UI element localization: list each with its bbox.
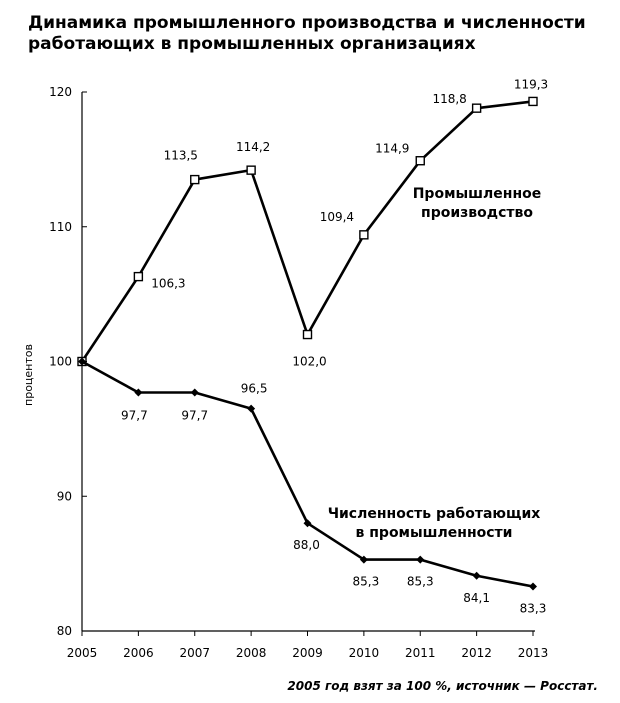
- data-label: 109,4: [319, 209, 355, 224]
- x-tick-label: 2006: [123, 646, 154, 660]
- data-point-diamond: [473, 572, 481, 580]
- data-point-square: [416, 157, 424, 165]
- chart-title-line-2: работающих в промышленных организациях: [28, 34, 476, 54]
- y-tick-label: 90: [56, 489, 72, 504]
- data-label: 119,3: [513, 77, 549, 92]
- data-label: 97,7: [121, 408, 148, 423]
- data-label: 88,0: [293, 538, 320, 553]
- series-name-label: производство: [421, 205, 533, 221]
- data-point-square: [529, 97, 537, 105]
- data-label: 113,5: [163, 148, 198, 163]
- x-tick-label: 2012: [461, 646, 492, 660]
- data-point-diamond: [416, 556, 424, 564]
- series-line-2: [82, 362, 533, 587]
- data-label: 114,9: [375, 141, 410, 156]
- data-point-square: [304, 331, 312, 339]
- data-point-square: [134, 273, 142, 281]
- data-point-diamond: [191, 388, 199, 396]
- data-point-square: [473, 104, 481, 112]
- x-tick-label: 2008: [235, 646, 267, 660]
- data-label: 106,3: [151, 276, 186, 291]
- x-tick-label: 2010: [348, 646, 380, 660]
- chart-labels: [121, 77, 548, 615]
- data-point-square: [360, 231, 368, 239]
- data-label: 118,8: [432, 92, 467, 107]
- x-tick-label: 2011: [404, 646, 436, 660]
- x-tick-label: 2005: [66, 646, 98, 660]
- data-point-square: [191, 176, 199, 184]
- data-label: 96,5: [240, 381, 268, 396]
- data-label: 97,7: [181, 408, 209, 423]
- data-label: 84,1: [463, 590, 490, 605]
- source-note: 2005 год взят за 100 %, источник — Росстат.: [287, 679, 598, 693]
- y-tick-label: 80: [56, 624, 72, 638]
- y-tick-label: 120: [49, 85, 72, 99]
- chart-title-line-1: Динамика промышленного производства и численности: [28, 13, 586, 33]
- x-tick-label: 2013: [517, 646, 549, 660]
- data-label: 85,3: [406, 574, 434, 589]
- y-tick-label: 110: [49, 219, 72, 234]
- series-line-1: [82, 101, 533, 361]
- data-point-square: [247, 166, 255, 174]
- y-axis-label: процентов: [22, 344, 35, 406]
- series-name-label: Численность работающих: [327, 506, 541, 522]
- series-name-label: в промышленности: [355, 525, 513, 541]
- x-tick-label: 2007: [179, 646, 211, 660]
- data-label: 114,2: [235, 140, 271, 155]
- data-point-diamond: [529, 583, 537, 591]
- data-label: 85,3: [352, 574, 380, 589]
- y-tick-label: 100: [49, 354, 72, 369]
- data-label: 83,3: [519, 601, 547, 616]
- data-label: 102,0: [292, 354, 327, 369]
- series-name-label: Промышленное: [412, 186, 542, 202]
- x-tick-label: 2009: [292, 646, 323, 660]
